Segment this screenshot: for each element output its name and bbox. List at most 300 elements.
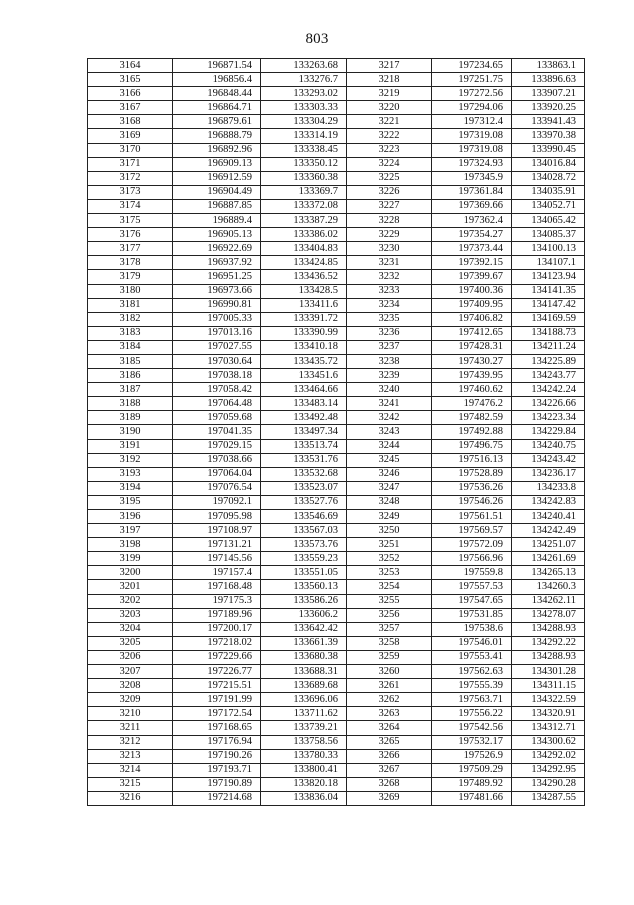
x-coordinate-cell: 197193.71 [173,763,261,777]
y-coordinate-cell: 134287.55 [512,791,585,805]
point-number-cell: 3214 [88,763,173,777]
table-row [88,340,585,354]
point-number-cell: 3224 [347,157,432,171]
x-coordinate-cell: 197319.08 [432,129,512,143]
y-coordinate-cell: 134028.72 [512,171,585,185]
x-coordinate-cell: 197482.59 [432,411,512,425]
y-coordinate-cell: 133780.33 [261,749,347,763]
y-coordinate-cell: 133436.52 [261,270,347,284]
point-number-cell: 3198 [88,538,173,552]
point-number-cell: 3269 [347,791,432,805]
table-row [88,397,585,411]
point-number-cell: 3258 [347,636,432,650]
y-coordinate-cell: 134301.28 [512,665,585,679]
x-coordinate-cell: 197562.63 [432,665,512,679]
point-number-cell: 3171 [88,157,173,171]
y-coordinate-cell: 133920.25 [512,101,585,115]
x-coordinate-cell: 197563.71 [432,693,512,707]
x-coordinate-cell: 197005.33 [173,312,261,326]
point-number-cell: 3249 [347,510,432,524]
x-coordinate-cell: 196892.96 [173,143,261,157]
point-number-cell: 3190 [88,425,173,439]
point-number-cell: 3182 [88,312,173,326]
x-coordinate-cell: 197531.85 [432,608,512,622]
y-coordinate-cell: 134242.24 [512,383,585,397]
point-number-cell: 3212 [88,735,173,749]
table-row [88,636,585,650]
point-number-cell: 3243 [347,425,432,439]
y-coordinate-cell: 133532.68 [261,467,347,481]
point-number-cell: 3250 [347,524,432,538]
y-coordinate-cell: 134312.71 [512,721,585,735]
y-coordinate-cell: 134320.91 [512,707,585,721]
point-number-cell: 3260 [347,665,432,679]
x-coordinate-cell: 196912.59 [173,171,261,185]
point-number-cell: 3268 [347,777,432,791]
point-number-cell: 3237 [347,340,432,354]
x-coordinate-cell: 197489.92 [432,777,512,791]
y-coordinate-cell: 133711.62 [261,707,347,721]
x-coordinate-cell: 197038.66 [173,453,261,467]
y-coordinate-cell: 134226.66 [512,397,585,411]
point-number-cell: 3248 [347,495,432,509]
y-coordinate-cell: 134035.91 [512,185,585,199]
x-coordinate-cell: 197215.51 [173,679,261,693]
y-coordinate-cell: 133606.2 [261,608,347,622]
y-coordinate-cell: 134147.42 [512,298,585,312]
x-coordinate-cell: 197532.17 [432,735,512,749]
x-coordinate-cell: 196922.69 [173,242,261,256]
point-number-cell: 3172 [88,171,173,185]
x-coordinate-cell: 197566.96 [432,552,512,566]
y-coordinate-cell: 134242.83 [512,495,585,509]
y-coordinate-cell: 133523.07 [261,481,347,495]
y-coordinate-cell: 133586.26 [261,594,347,608]
y-coordinate-cell: 133551.05 [261,566,347,580]
x-coordinate-cell: 197516.13 [432,453,512,467]
x-coordinate-cell: 197553.41 [432,650,512,664]
point-number-cell: 3229 [347,228,432,242]
y-coordinate-cell: 133642.42 [261,622,347,636]
x-coordinate-cell: 197361.84 [432,185,512,199]
y-coordinate-cell: 134243.77 [512,369,585,383]
x-coordinate-cell: 196937.92 [173,256,261,270]
x-coordinate-cell: 197542.56 [432,721,512,735]
point-number-cell: 3222 [347,129,432,143]
point-number-cell: 3266 [347,749,432,763]
table-row [88,679,585,693]
point-number-cell: 3174 [88,199,173,213]
y-coordinate-cell: 134260.3 [512,580,585,594]
table-row [88,538,585,552]
point-number-cell: 3247 [347,481,432,495]
x-coordinate-cell: 196856.4 [173,73,261,87]
point-number-cell: 3259 [347,650,432,664]
x-coordinate-cell: 197412.65 [432,326,512,340]
point-number-cell: 3267 [347,763,432,777]
y-coordinate-cell: 133492.48 [261,411,347,425]
x-coordinate-cell: 197312.4 [432,115,512,129]
y-coordinate-cell: 133428.5 [261,284,347,298]
x-coordinate-cell: 197536.26 [432,481,512,495]
y-coordinate-cell: 134240.41 [512,510,585,524]
table-row [88,312,585,326]
y-coordinate-cell: 133513.74 [261,439,347,453]
x-coordinate-cell: 197145.56 [173,552,261,566]
point-number-cell: 3228 [347,214,432,228]
x-coordinate-cell: 197509.29 [432,763,512,777]
point-number-cell: 3184 [88,340,173,354]
x-coordinate-cell: 197559.8 [432,566,512,580]
point-number-cell: 3213 [88,749,173,763]
y-coordinate-cell: 134100.13 [512,242,585,256]
x-coordinate-cell: 196864.71 [173,101,261,115]
y-coordinate-cell: 133661.39 [261,636,347,650]
point-number-cell: 3164 [88,59,173,73]
x-coordinate-cell: 197324.93 [432,157,512,171]
y-coordinate-cell: 134233.8 [512,481,585,495]
x-coordinate-cell: 197561.51 [432,510,512,524]
table-row [88,777,585,791]
table-row [88,157,585,171]
table-row [88,608,585,622]
y-coordinate-cell: 134242.49 [512,524,585,538]
table-row [88,228,585,242]
x-coordinate-cell: 197294.06 [432,101,512,115]
point-number-cell: 3185 [88,354,173,368]
x-coordinate-cell: 197200.17 [173,622,261,636]
point-number-cell: 3176 [88,228,173,242]
point-number-cell: 3204 [88,622,173,636]
table-row [88,650,585,664]
y-coordinate-cell: 134169.59 [512,312,585,326]
y-coordinate-cell: 133800.41 [261,763,347,777]
x-coordinate-cell: 196909.13 [173,157,261,171]
y-coordinate-cell: 133386.02 [261,228,347,242]
y-coordinate-cell: 133410.18 [261,340,347,354]
x-coordinate-cell: 197345.9 [432,171,512,185]
y-coordinate-cell: 133688.31 [261,665,347,679]
point-number-cell: 3230 [347,242,432,256]
y-coordinate-cell: 133411.6 [261,298,347,312]
y-coordinate-cell: 133303.33 [261,101,347,115]
table-row [88,510,585,524]
y-coordinate-cell: 134262.11 [512,594,585,608]
y-coordinate-cell: 133387.29 [261,214,347,228]
x-coordinate-cell: 197439.95 [432,369,512,383]
point-number-cell: 3251 [347,538,432,552]
table-row [88,298,585,312]
table-row [88,115,585,129]
y-coordinate-cell: 134123.94 [512,270,585,284]
point-number-cell: 3200 [88,566,173,580]
point-number-cell: 3217 [347,59,432,73]
x-coordinate-cell: 197428.31 [432,340,512,354]
coordinates-table [87,58,585,806]
point-number-cell: 3245 [347,453,432,467]
x-coordinate-cell: 197176.94 [173,735,261,749]
point-number-cell: 3165 [88,73,173,87]
point-number-cell: 3199 [88,552,173,566]
x-coordinate-cell: 197189.96 [173,608,261,622]
point-number-cell: 3227 [347,199,432,213]
y-coordinate-cell: 133483.14 [261,397,347,411]
y-coordinate-cell: 133276.7 [261,73,347,87]
point-number-cell: 3246 [347,467,432,481]
point-number-cell: 3192 [88,453,173,467]
point-number-cell: 3179 [88,270,173,284]
y-coordinate-cell: 133464.66 [261,383,347,397]
x-coordinate-cell: 197460.62 [432,383,512,397]
point-number-cell: 3205 [88,636,173,650]
point-number-cell: 3244 [347,439,432,453]
table-row [88,242,585,256]
y-coordinate-cell: 133531.76 [261,453,347,467]
point-number-cell: 3195 [88,495,173,509]
y-coordinate-cell: 133391.72 [261,312,347,326]
y-coordinate-cell: 133263.68 [261,59,347,73]
y-coordinate-cell: 134311.15 [512,679,585,693]
x-coordinate-cell: 197030.64 [173,354,261,368]
point-number-cell: 3263 [347,707,432,721]
x-coordinate-cell: 197354.27 [432,228,512,242]
x-coordinate-cell: 197546.26 [432,495,512,509]
y-coordinate-cell: 134300.62 [512,735,585,749]
table-row [88,566,585,580]
point-number-cell: 3265 [347,735,432,749]
x-coordinate-cell: 197430.27 [432,354,512,368]
x-coordinate-cell: 197168.65 [173,721,261,735]
x-coordinate-cell: 197369.66 [432,199,512,213]
y-coordinate-cell: 133304.29 [261,115,347,129]
point-number-cell: 3233 [347,284,432,298]
table-row [88,495,585,509]
y-coordinate-cell: 134223.34 [512,411,585,425]
table-row [88,467,585,481]
y-coordinate-cell: 134065.42 [512,214,585,228]
x-coordinate-cell: 197041.35 [173,425,261,439]
point-number-cell: 3167 [88,101,173,115]
table-row [88,749,585,763]
x-coordinate-cell: 197226.77 [173,665,261,679]
y-coordinate-cell: 134107.1 [512,256,585,270]
x-coordinate-cell: 197218.02 [173,636,261,650]
y-coordinate-cell: 133390.99 [261,326,347,340]
point-number-cell: 3170 [88,143,173,157]
y-coordinate-cell: 133350.12 [261,157,347,171]
point-number-cell: 3197 [88,524,173,538]
y-coordinate-cell: 133573.76 [261,538,347,552]
y-coordinate-cell: 134225.89 [512,354,585,368]
x-coordinate-cell: 197572.09 [432,538,512,552]
point-number-cell: 3175 [88,214,173,228]
point-number-cell: 3168 [88,115,173,129]
x-coordinate-cell: 197064.48 [173,397,261,411]
y-coordinate-cell: 133567.03 [261,524,347,538]
point-number-cell: 3183 [88,326,173,340]
point-number-cell: 3189 [88,411,173,425]
y-coordinate-cell: 134292.95 [512,763,585,777]
y-coordinate-cell: 134288.93 [512,622,585,636]
y-coordinate-cell: 134236.17 [512,467,585,481]
point-number-cell: 3191 [88,439,173,453]
point-number-cell: 3215 [88,777,173,791]
point-number-cell: 3210 [88,707,173,721]
table-row [88,214,585,228]
point-number-cell: 3262 [347,693,432,707]
point-number-cell: 3253 [347,566,432,580]
table-row [88,707,585,721]
x-coordinate-cell: 196973.66 [173,284,261,298]
y-coordinate-cell: 133314.19 [261,129,347,143]
x-coordinate-cell: 197234.65 [432,59,512,73]
y-coordinate-cell: 133424.85 [261,256,347,270]
page-number: 803 [305,31,329,47]
x-coordinate-cell: 197556.22 [432,707,512,721]
y-coordinate-cell: 133404.83 [261,242,347,256]
y-coordinate-cell: 133293.02 [261,87,347,101]
x-coordinate-cell: 197038.18 [173,369,261,383]
x-coordinate-cell: 197172.54 [173,707,261,721]
table-row [88,594,585,608]
x-coordinate-cell: 196905.13 [173,228,261,242]
point-number-cell: 3219 [347,87,432,101]
point-number-cell: 3257 [347,622,432,636]
y-coordinate-cell: 133689.68 [261,679,347,693]
x-coordinate-cell: 196879.61 [173,115,261,129]
y-coordinate-cell: 133941.43 [512,115,585,129]
table-row [88,256,585,270]
table-row [88,369,585,383]
table-row [88,721,585,735]
point-number-cell: 3196 [88,510,173,524]
table-row [88,439,585,453]
y-coordinate-cell: 134188.73 [512,326,585,340]
x-coordinate-cell: 197059.68 [173,411,261,425]
point-number-cell: 3239 [347,369,432,383]
point-number-cell: 3206 [88,650,173,664]
point-number-cell: 3242 [347,411,432,425]
point-number-cell: 3252 [347,552,432,566]
x-coordinate-cell: 197013.16 [173,326,261,340]
point-number-cell: 3186 [88,369,173,383]
y-coordinate-cell: 134288.93 [512,650,585,664]
table-row [88,665,585,679]
x-coordinate-cell: 197175.3 [173,594,261,608]
x-coordinate-cell: 197190.89 [173,777,261,791]
y-coordinate-cell: 133369.7 [261,185,347,199]
y-coordinate-cell: 134243.42 [512,453,585,467]
x-coordinate-cell: 197027.55 [173,340,261,354]
y-coordinate-cell: 133497.34 [261,425,347,439]
x-coordinate-cell: 196951.25 [173,270,261,284]
y-coordinate-cell: 134240.75 [512,439,585,453]
x-coordinate-cell: 197251.75 [432,73,512,87]
point-number-cell: 3193 [88,467,173,481]
table-row [88,270,585,284]
y-coordinate-cell: 133360.38 [261,171,347,185]
x-coordinate-cell: 196887.85 [173,199,261,213]
x-coordinate-cell: 197190.26 [173,749,261,763]
x-coordinate-cell: 197157.4 [173,566,261,580]
table-row [88,129,585,143]
x-coordinate-cell: 196889.4 [173,214,261,228]
coordinates-table-body [88,59,585,806]
x-coordinate-cell: 197095.98 [173,510,261,524]
point-number-cell: 3207 [88,665,173,679]
table-row [88,580,585,594]
x-coordinate-cell: 197191.99 [173,693,261,707]
y-coordinate-cell: 133990.45 [512,143,585,157]
x-coordinate-cell: 197108.97 [173,524,261,538]
x-coordinate-cell: 197547.65 [432,594,512,608]
x-coordinate-cell: 197272.56 [432,87,512,101]
y-coordinate-cell: 133820.18 [261,777,347,791]
point-number-cell: 3220 [347,101,432,115]
y-coordinate-cell: 134229.84 [512,425,585,439]
table-row [88,284,585,298]
table-row [88,383,585,397]
x-coordinate-cell: 197131.21 [173,538,261,552]
point-number-cell: 3180 [88,284,173,298]
table-row [88,552,585,566]
point-number-cell: 3241 [347,397,432,411]
x-coordinate-cell: 197168.48 [173,580,261,594]
point-number-cell: 3166 [88,87,173,101]
y-coordinate-cell: 133680.38 [261,650,347,664]
table-row [88,693,585,707]
x-coordinate-cell: 196904.49 [173,185,261,199]
y-coordinate-cell: 133451.6 [261,369,347,383]
point-number-cell: 3177 [88,242,173,256]
table-row [88,524,585,538]
y-coordinate-cell: 134290.28 [512,777,585,791]
y-coordinate-cell: 133836.04 [261,791,347,805]
x-coordinate-cell: 197526.9 [432,749,512,763]
point-number-cell: 3240 [347,383,432,397]
point-number-cell: 3211 [88,721,173,735]
point-number-cell: 3202 [88,594,173,608]
point-number-cell: 3169 [88,129,173,143]
x-coordinate-cell: 197409.95 [432,298,512,312]
table-row [88,326,585,340]
y-coordinate-cell: 134292.02 [512,749,585,763]
point-number-cell: 3236 [347,326,432,340]
x-coordinate-cell: 197319.08 [432,143,512,157]
point-number-cell: 3194 [88,481,173,495]
point-number-cell: 3187 [88,383,173,397]
y-coordinate-cell: 133739.21 [261,721,347,735]
point-number-cell: 3208 [88,679,173,693]
x-coordinate-cell: 197058.42 [173,383,261,397]
point-number-cell: 3188 [88,397,173,411]
x-coordinate-cell: 197481.66 [432,791,512,805]
table-row [88,73,585,87]
x-coordinate-cell: 197406.82 [432,312,512,326]
point-number-cell: 3218 [347,73,432,87]
y-coordinate-cell: 133907.21 [512,87,585,101]
y-coordinate-cell: 133527.76 [261,495,347,509]
point-number-cell: 3216 [88,791,173,805]
y-coordinate-cell: 133696.06 [261,693,347,707]
point-number-cell: 3231 [347,256,432,270]
y-coordinate-cell: 133435.72 [261,354,347,368]
x-coordinate-cell: 197029.15 [173,439,261,453]
y-coordinate-cell: 134016.84 [512,157,585,171]
point-number-cell: 3203 [88,608,173,622]
x-coordinate-cell: 197496.75 [432,439,512,453]
x-coordinate-cell: 197092.1 [173,495,261,509]
